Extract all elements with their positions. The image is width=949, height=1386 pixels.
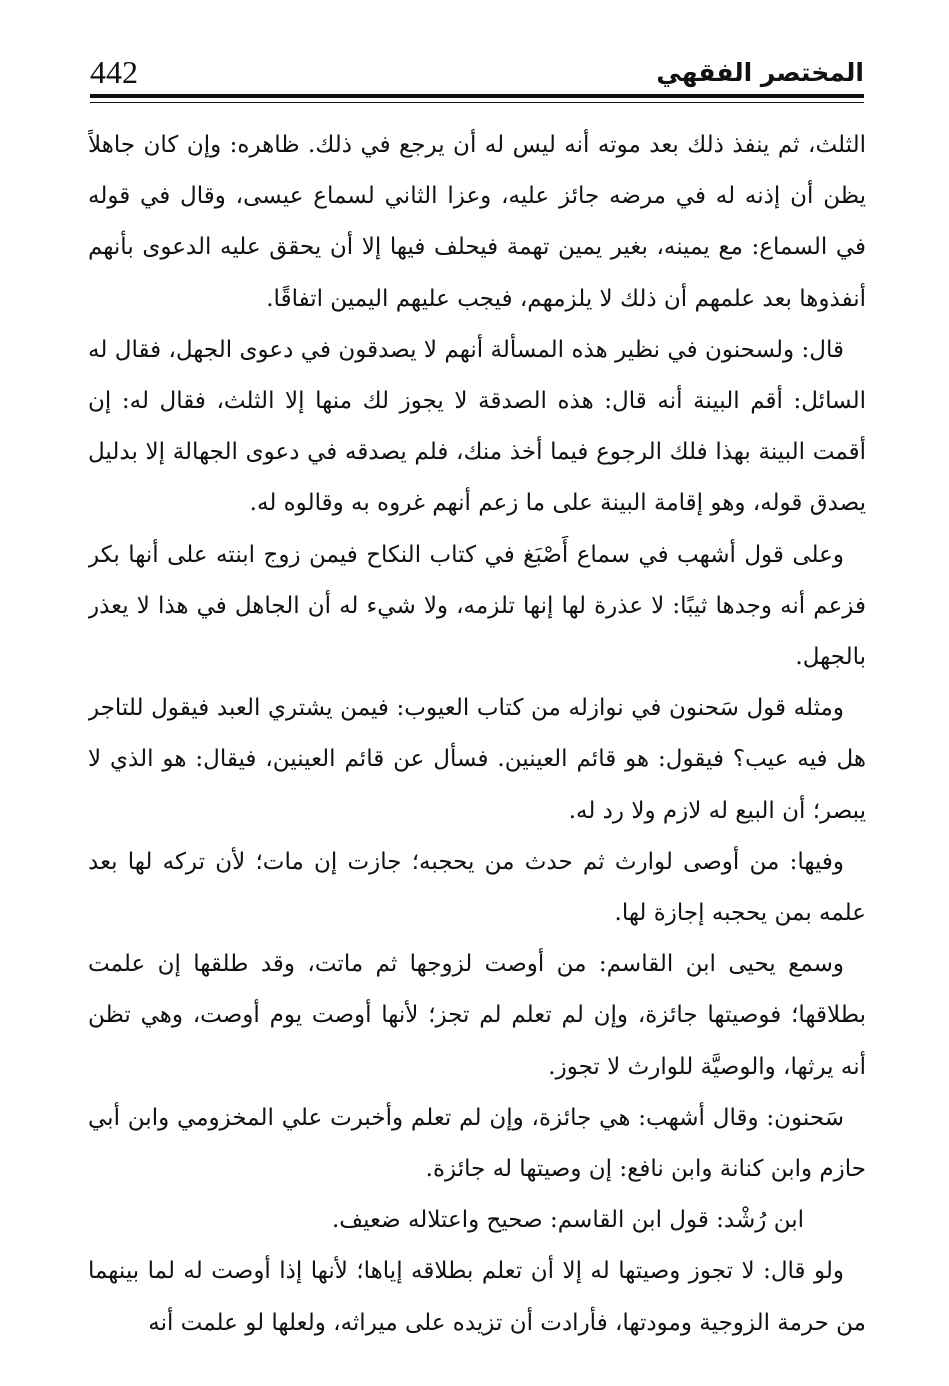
header-rule-thin: [90, 102, 864, 103]
paragraph: ولو قال: لا تجوز وصيتها له إلا أن تعلم بطلاقه إياها؛ لأنها إذا أوصت له لما بينهما من حرمة الزوجية ومودتها، فأرادت أن تزيده على ميراثه، ولعلها لو علمت أنه: [88, 1258, 866, 1336]
paragraph: وفيها: من أوصى لوارث ثم حدث من يحجبه؛ جازت إن مات؛ لأن تركه لها بعد علمه بمن يحجبه إجازة لها.: [88, 848, 866, 927]
page-number: 442: [90, 54, 138, 90]
page-header: [90, 50, 864, 100]
body-text: [88, 120, 866, 1370]
header-rule-thick: [90, 94, 864, 98]
paragraph: وعلى قول أشهب في سماع أَصْبَغ في كتاب النكاح فيمن زوج ابنته على أنها بكر فزعم أنه وجدها ثيبًا: لا عذرة لها إنها تلزمه، ولا شيء له أن الجاهل في هذا لا يعذر بالجهل.: [88, 541, 866, 671]
paragraph: ابن رُشْد: قول ابن القاسم: صحيح واعتلاله ضعيف.: [331, 1207, 804, 1234]
paragraph: وسمع يحيى ابن القاسم: من أوصت لزوجها ثم ماتت، وقد طلقها إن علمت بطلاقها؛ فوصيتها جائزة، وإن لم تعلم لم تجز؛ لأنها أوصت يوم أوصت، وهي تظن أنه يرثها، والوصيَّة للوارث لا تجوز.: [88, 951, 866, 1080]
running-title: المختصر الفقهي: [656, 58, 864, 87]
paragraph: الثلث، ثم ينفذ ذلك بعد موته أنه ليس له أن يرجع في ذلك. ظاهره: وإن كان جاهلاً يظن أن إذنه له في مرضه جائز عليه، وعزا الثاني لسماع عيسى، وقال في قوله في السماع: مع يمينه، بغير يمين تهمة فيحلف فيها إلا أن يحقق عليه الدعوى بأنهم أنفذوها بعد علمهم أن ذلك لا يلزمهم، فيجب عليهم اليمين اتفاقًا.: [88, 132, 866, 312]
paragraph: قال: ولسحنون في نظير هذه المسألة أنهم لا يصدقون في دعوى الجهل، فقال له السائل: أقم البينة أنه قال: هذه الصدقة لا يجوز لك منها إلا الثلث، فقال له: إن أقمت البينة بهذا فلك الرجوع فيما أخذ منك، فلم يصدقه في دعوى الجهالة إلا بدليل يصدق قوله، وهو إقامة البينة على ما زعم أنهم غروه به وقالوه له.: [88, 336, 866, 517]
paragraph: سَحنون: وقال أشهب: هي جائزة، وإن لم تعلم وأخبرت علي المخزومي وابن أبي حازم وابن كنانة وابن نافع: إن وصيتها له جائزة.: [88, 1104, 866, 1183]
paragraph: ومثله قول سَحنون في نوازله من كتاب العيوب: فيمن يشتري العبد فيقول للتاجر هل فيه عيب؟ فيقول: هو قائم العينين. فسأل عن قائم العينين، فيقال: هو الذي لا يبصر؛ أن البيع له لازم ولا رد له.: [88, 695, 866, 824]
